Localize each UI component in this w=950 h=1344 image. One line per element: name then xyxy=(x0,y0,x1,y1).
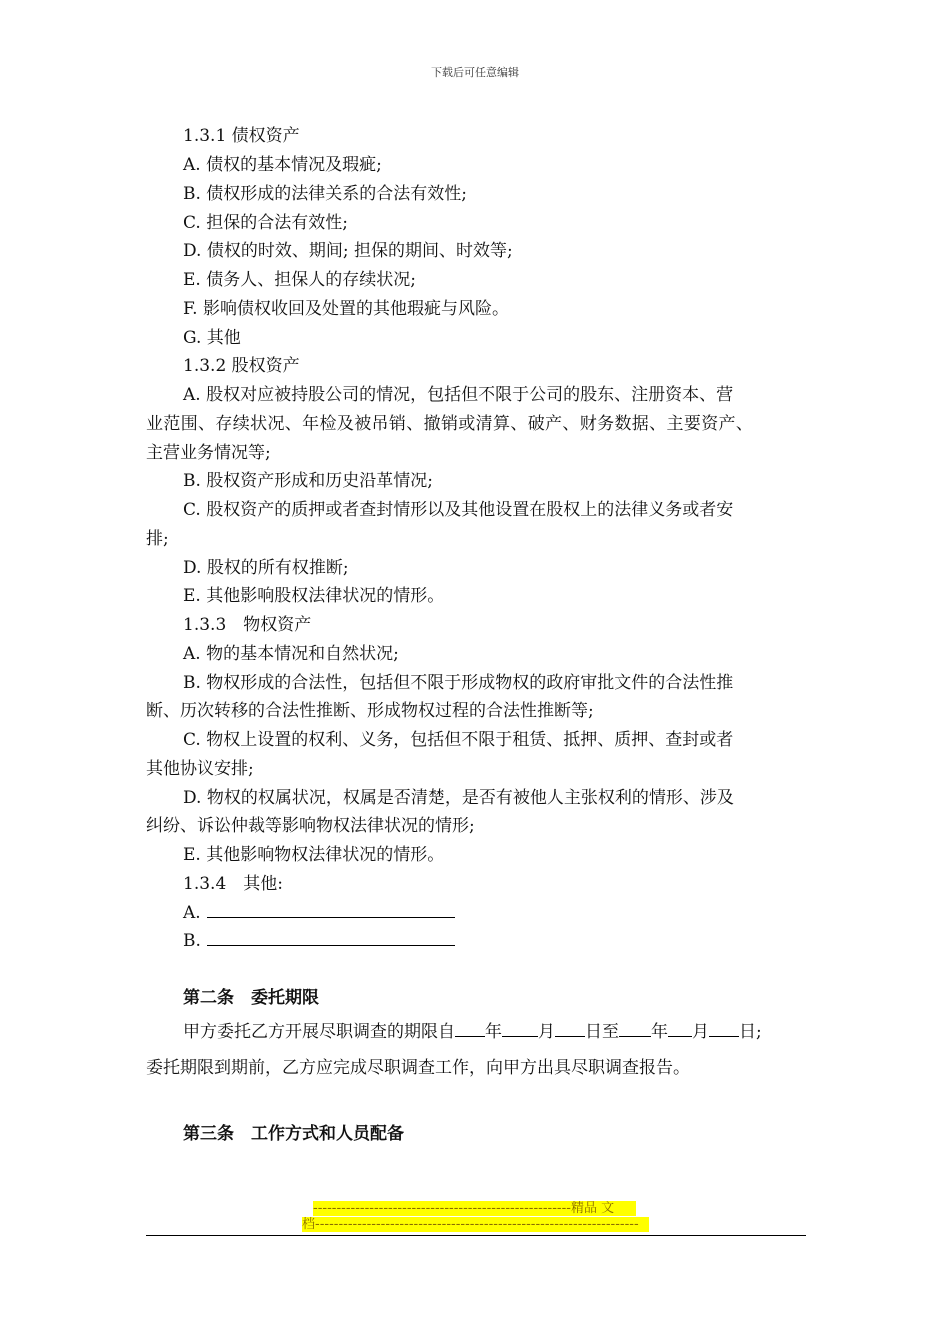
blank-item-b xyxy=(183,931,455,951)
list-item: C. 担保的合法有效性; xyxy=(183,213,348,233)
list-item-continued: 主营业务情况等; xyxy=(146,443,271,463)
text-span: 月 xyxy=(538,1022,555,1042)
article-3-heading: 第三条 工作方式和人员配备 xyxy=(183,1124,404,1144)
list-item-continued: 纠纷、诉讼仲裁等影响物权法律状况的情形; xyxy=(146,816,475,836)
year-blank[interactable] xyxy=(619,1021,651,1037)
list-item: B. 物权形成的合法性，包括但不限于形成物权的政府审批文件的合法性推 xyxy=(183,673,734,693)
blank-item-label: A. xyxy=(183,903,201,923)
list-item: A. 股权对应被持股公司的情况，包括但不限于公司的股东、注册资本、营 xyxy=(183,385,734,405)
list-item: A. 物的基本情况和自然状况; xyxy=(183,644,399,664)
list-item-continued: 其他协议安排; xyxy=(146,759,254,779)
footer-watermark-line-2: 档--------------------------------------------------------------------- xyxy=(302,1217,649,1232)
text-span: 甲方委托乙方开展尽职调查的期限自 xyxy=(183,1022,455,1042)
month-blank[interactable] xyxy=(668,1021,692,1037)
text-span: 日; xyxy=(739,1022,762,1042)
list-item-continued: 断、历次转移的合法性推断、形成物权过程的合法性推断等; xyxy=(146,701,594,721)
article-2-heading: 第二条 委托期限 xyxy=(183,988,319,1008)
list-item: E. 其他影响股权法律状况的情形。 xyxy=(183,586,445,606)
list-item: E. 其他影响物权法律状况的情形。 xyxy=(183,845,445,865)
list-item: F. 影响债权收回及处置的其他瑕疵与风险。 xyxy=(183,299,509,319)
list-item: C. 物权上设置的权利、义务，包括但不限于租赁、抵押、质押、查封或者 xyxy=(183,730,734,750)
blank-item-label: B. xyxy=(183,931,201,951)
page-header: 下载后可任意编辑 xyxy=(431,66,519,79)
fill-in-blank[interactable] xyxy=(207,931,455,946)
list-item: E. 债务人、担保人的存续状况; xyxy=(183,270,416,290)
list-item: A. 债权的基本情况及瑕疵; xyxy=(183,155,382,175)
list-item: B. 股权资产形成和历史沿革情况; xyxy=(183,471,434,491)
footer-watermark-line-1: -------------------------------------------------------精品 文 xyxy=(313,1201,636,1216)
article-2-paragraph-1 xyxy=(183,1021,762,1042)
fill-in-blank[interactable] xyxy=(207,903,455,918)
text-span: 年 xyxy=(651,1022,668,1042)
list-item: G. 其他 xyxy=(183,328,241,348)
list-item-continued: 业范围、存续状况、年检及被吊销、撤销或清算、破产、财务数据、主要资产、 xyxy=(146,414,754,434)
blank-item-a xyxy=(183,903,455,923)
section-1-3-2-title: 1.3.2 股权资产 xyxy=(183,356,300,376)
list-item: D. 股权的所有权推断; xyxy=(183,558,349,578)
article-2-paragraph-2: 委托期限到期前，乙方应完成尽职调查工作，向甲方出具尽职调查报告。 xyxy=(146,1058,690,1078)
section-1-3-3-title: 1.3.3 物权资产 xyxy=(183,615,312,635)
list-item: D. 债权的时效、期间; 担保的期间、时效等; xyxy=(183,241,513,261)
text-span: 年 xyxy=(485,1022,502,1042)
day-blank[interactable] xyxy=(555,1021,585,1037)
list-item: C. 股权资产的质押或者查封情形以及其他设置在股权上的法律义务或者安 xyxy=(183,500,734,520)
year-blank[interactable] xyxy=(455,1021,485,1037)
list-item: B. 债权形成的法律关系的合法有效性; xyxy=(183,184,468,204)
text-span: 日至 xyxy=(585,1022,619,1042)
section-1-3-4-title: 1.3.4 其他: xyxy=(183,874,283,894)
list-item-continued: 排; xyxy=(146,529,169,549)
section-1-3-1-title: 1.3.1 债权资产 xyxy=(183,126,300,146)
list-item: D. 物权的权属状况，权属是否清楚，是否有被他人主张权利的情形、涉及 xyxy=(183,788,734,808)
month-blank[interactable] xyxy=(502,1021,538,1037)
day-blank[interactable] xyxy=(709,1021,739,1037)
text-span: 月 xyxy=(692,1022,709,1042)
footer-divider xyxy=(146,1235,806,1236)
